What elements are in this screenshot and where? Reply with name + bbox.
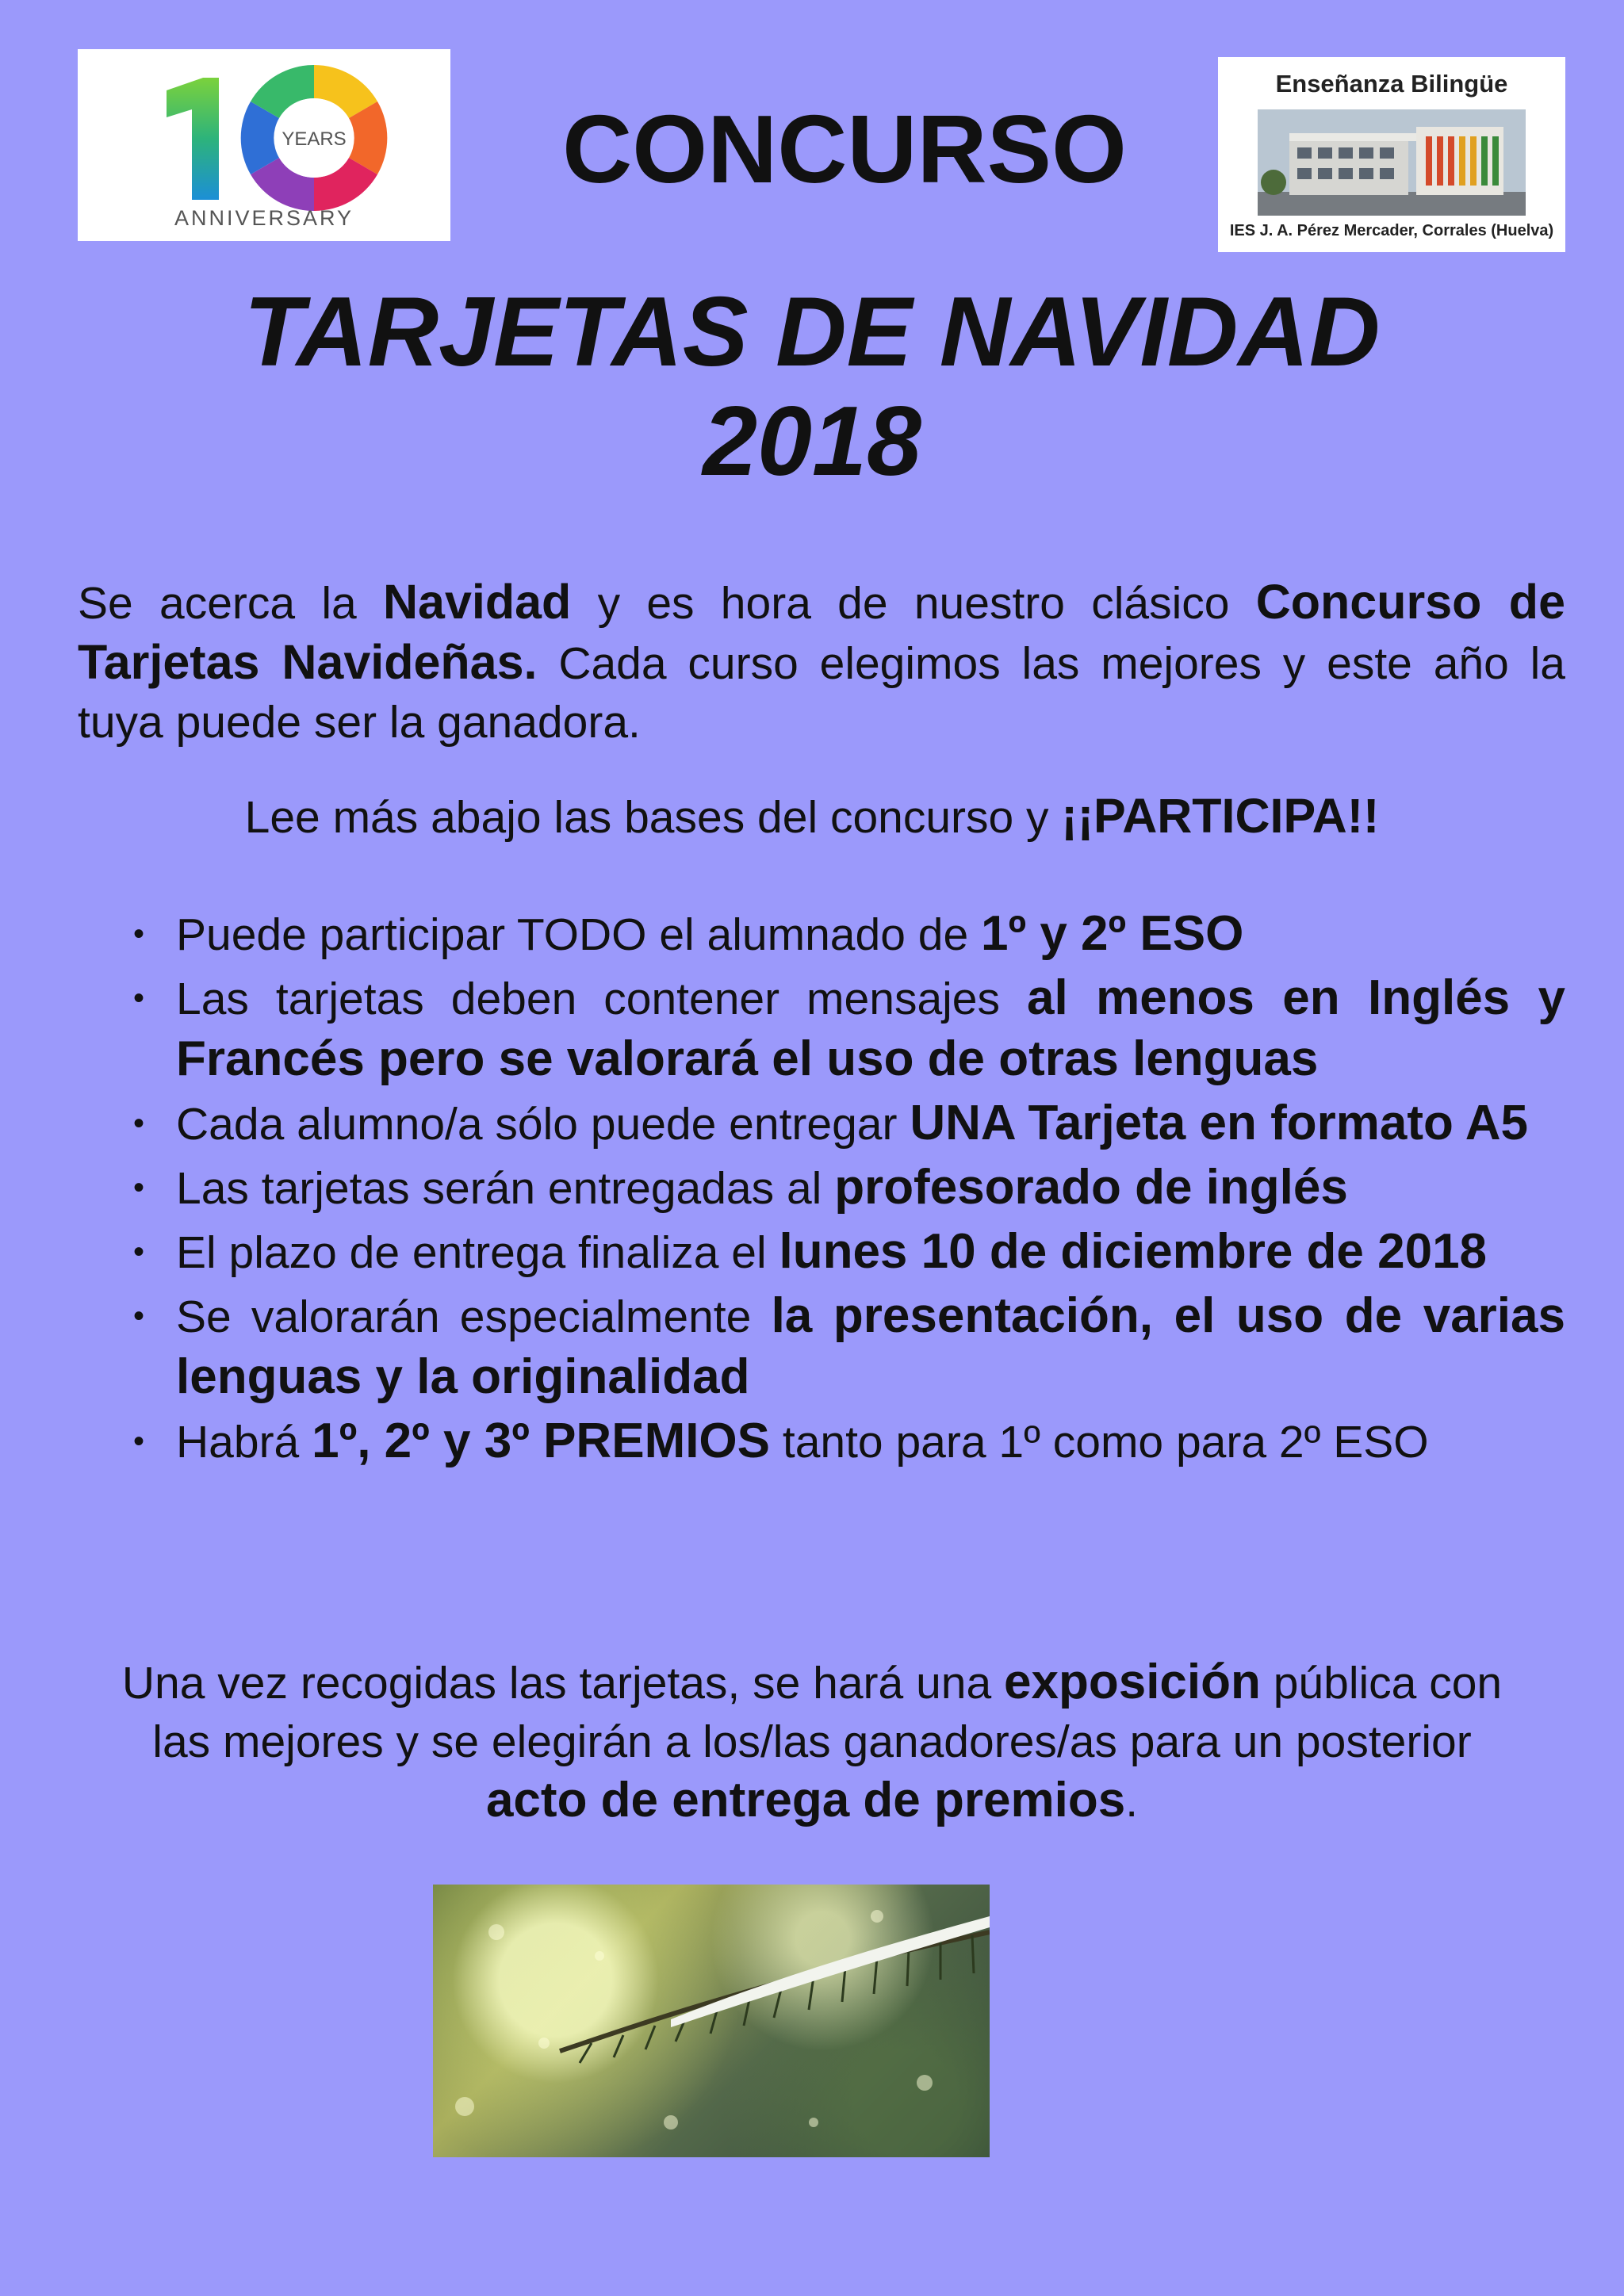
rule-text: Las tarjetas deben contener mensajes (176, 974, 1027, 1024)
bullet-icon: • (132, 1106, 144, 1141)
anniversary-years-text: YEARS (282, 128, 347, 150)
rule-item (132, 1411, 1565, 1472)
rule-bold: al menos en Inglés y Francés pero se valorará el uso de otras lenguas (176, 970, 1566, 1086)
bullet-icon: • (132, 1424, 144, 1459)
subtitle-line-2: 2018 (703, 387, 921, 496)
rule-text: Las tarjetas serán entregadas al (176, 1163, 835, 1214)
rule-item (132, 1286, 1565, 1408)
bullet-icon: • (132, 1170, 144, 1205)
rule-text-tail: tanto para 1º como para 2º ESO (770, 1417, 1429, 1468)
rule-bold: UNA Tarjeta en formato A5 (910, 1096, 1529, 1150)
anniversary-caption: ANNIVERSARY (174, 206, 354, 230)
intro-bold-1: Navidad (382, 575, 572, 629)
rule-item (132, 968, 1566, 1090)
anniversary-logo-graphic (78, 49, 450, 241)
closing-bold-2: acto de entrega de premios (485, 1773, 1126, 1827)
pine-branch-image (433, 1885, 990, 2157)
closing-text-3: . (1125, 1776, 1139, 1827)
intro-text-2: y es hora de nuestro clásico (571, 578, 1256, 629)
school-building-image (1258, 109, 1526, 216)
call-to-action (0, 786, 1624, 847)
bullet-icon: • (132, 916, 144, 951)
rule-bold: 1º, 2º y 3º PREMIOS (312, 1414, 771, 1468)
rule-text: Cada alumno/a sólo puede entregar (176, 1099, 910, 1150)
subtitle-line-1: TARJETAS DE NAVIDAD (243, 277, 1381, 387)
rule-item (132, 1093, 1565, 1154)
intro-text-3: Cada curso elegimos las mejores y este año la tuya puede ser la ganadora. (78, 638, 1565, 748)
rules-list (0, 904, 1624, 1475)
school-logo-title: Enseñanza Bilingüe (1275, 70, 1508, 98)
bullet-icon: • (132, 1299, 144, 1334)
school-logo (1218, 57, 1565, 252)
rule-text: Se valorarán especialmente (176, 1292, 772, 1342)
school-logo-caption: IES J. A. Pérez Mercader, Corrales (Huelva) (1229, 222, 1554, 239)
rule-bold: profesorado de inglés (834, 1160, 1348, 1215)
page-subtitle (0, 277, 1624, 496)
rule-item (132, 1222, 1565, 1283)
intro-text-1: Se acerca la (78, 578, 383, 629)
closing-text-1: Una vez recogidas las tarjetas, se hará una (121, 1658, 1005, 1709)
bullet-icon: • (132, 981, 144, 1016)
rule-text: El plazo de entrega finaliza el (176, 1227, 779, 1278)
rule-text: Puede participar TODO el alumnado de (176, 909, 981, 960)
closing-paragraph (119, 1653, 1505, 1831)
intro-bold-2: Concurso de Tarjetas Navideñas. (78, 575, 1565, 689)
bullet-icon: • (132, 1234, 144, 1269)
rule-item (132, 904, 1565, 965)
rule-bold: la presentación, el uso de varias lenguas y la originalidad (176, 1288, 1565, 1404)
closing-text-2: pública con las mejores y se elegirán a los/las ganadores/as para un posterior (152, 1658, 1503, 1767)
rule-bold: 1º y 2º ESO (980, 906, 1244, 961)
page-title: CONCURSO (562, 95, 1127, 203)
closing-bold-1: exposición (1004, 1655, 1261, 1709)
cta-emphasis: ¡¡PARTICIPA!! (1061, 789, 1380, 843)
rule-text: Habrá (176, 1417, 312, 1468)
rule-bold: lunes 10 de diciembre de 2018 (779, 1224, 1488, 1279)
intro-paragraph (78, 572, 1565, 752)
rule-item (132, 1158, 1565, 1219)
anniversary-logo (78, 49, 450, 241)
cta-text: Lee más abajo las bases del concurso y (244, 792, 1062, 843)
